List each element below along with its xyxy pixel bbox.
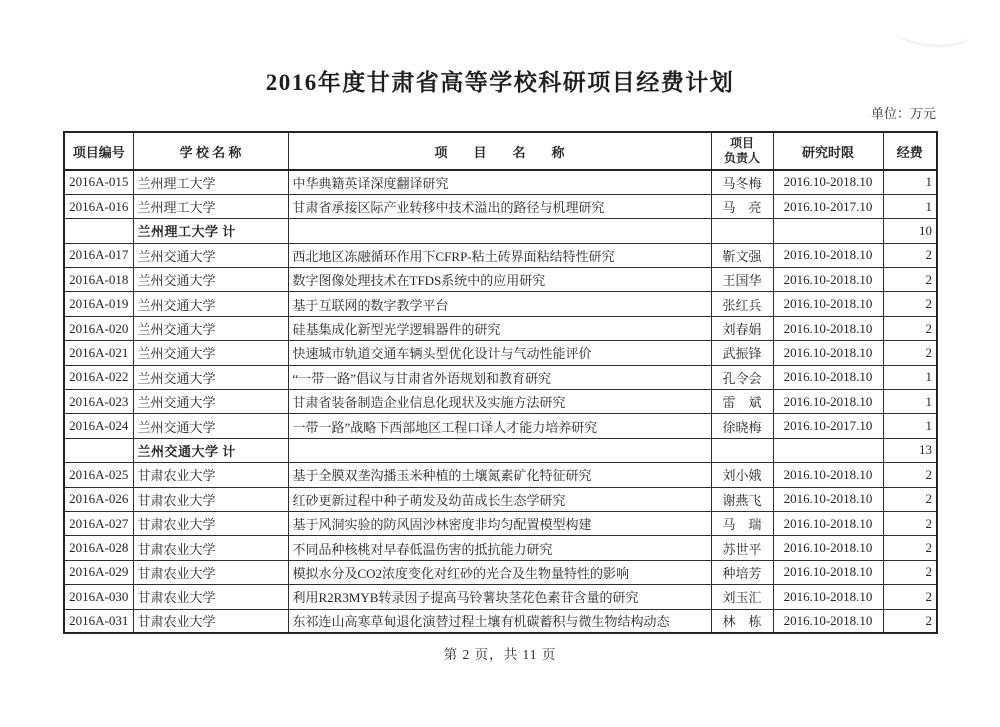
cell-period: 2016.10-2018.10 bbox=[773, 316, 883, 340]
cell-period: 2016.10-2018.10 bbox=[773, 170, 883, 194]
table-row bbox=[64, 511, 937, 535]
cell-fund: 2 bbox=[883, 243, 937, 267]
cell-fund: 2 bbox=[883, 511, 937, 535]
cell-period: 2016.10-2018.10 bbox=[773, 390, 883, 414]
cell-project: 模拟水分及CO2浓度变化对红砂的光合及生物量特性的影响 bbox=[288, 560, 711, 584]
header-leader bbox=[711, 132, 773, 170]
cell-project: 数字图像处理技术在TFDS系统中的应用研究 bbox=[288, 268, 711, 292]
cell-project: 基于互联网的数字教学平台 bbox=[288, 292, 711, 316]
cell-period: 2016.10-2017.10 bbox=[773, 414, 883, 438]
cell-fund: 1 bbox=[883, 170, 937, 194]
table-row bbox=[64, 243, 937, 267]
cell-period: 2016.10-2018.10 bbox=[773, 268, 883, 292]
cell-leader: 雷 斌 bbox=[711, 390, 773, 414]
cell-leader: 刘玉汇 bbox=[711, 585, 773, 609]
cell-project: 利用R2R3MYB转录因子提高马铃薯块茎花色素苷含量的研究 bbox=[288, 585, 711, 609]
cell-code bbox=[64, 438, 133, 462]
header-period: 研究时限 bbox=[773, 132, 883, 170]
table-row bbox=[64, 585, 937, 609]
cell-leader: 靳文强 bbox=[711, 243, 773, 267]
cell-period: 2016.10-2018.10 bbox=[773, 341, 883, 365]
cell-code: 2016A-027 bbox=[64, 511, 133, 535]
cell-school: 兰州交通大学 bbox=[133, 414, 288, 438]
cell-leader: 武振锋 bbox=[711, 341, 773, 365]
cell-code: 2016A-028 bbox=[64, 536, 133, 560]
cell-period bbox=[773, 438, 883, 462]
table-body bbox=[64, 170, 937, 633]
cell-leader: 徐晓梅 bbox=[711, 414, 773, 438]
funding-table bbox=[63, 131, 938, 634]
cell-school: 甘肃农业大学 bbox=[133, 536, 288, 560]
table-header bbox=[64, 132, 937, 170]
cell-project bbox=[288, 438, 711, 462]
cell-leader: 刘春娟 bbox=[711, 316, 773, 340]
cell-project: “一带一路”倡议与甘肃省外语规划和教育研究 bbox=[288, 365, 711, 389]
cell-project: 一带一路”战略下西部地区工程口译人才能力培养研究 bbox=[288, 414, 711, 438]
cell-code: 2016A-018 bbox=[64, 268, 133, 292]
cell-fund: 1 bbox=[883, 194, 937, 218]
table-row bbox=[64, 268, 937, 292]
header-leader-line2: 负责人 bbox=[723, 151, 760, 165]
cell-leader: 马 亮 bbox=[711, 194, 773, 218]
subtotal-row bbox=[64, 438, 937, 462]
cell-school: 兰州理工大学 bbox=[133, 170, 288, 194]
cell-school: 甘肃农业大学 bbox=[133, 463, 288, 487]
cell-school: 兰州理工大学 计 bbox=[133, 219, 288, 243]
cell-school: 甘肃农业大学 bbox=[133, 511, 288, 535]
cell-period: 2016.10-2018.10 bbox=[773, 511, 883, 535]
cell-fund: 13 bbox=[883, 438, 937, 462]
cell-school: 甘肃农业大学 bbox=[133, 560, 288, 584]
table-row bbox=[64, 560, 937, 584]
cell-fund: 2 bbox=[883, 609, 937, 633]
cell-fund: 2 bbox=[883, 487, 937, 511]
cell-school: 甘肃农业大学 bbox=[133, 585, 288, 609]
cell-project: 东祁连山高寒草甸退化演替过程土壤有机碳蓄积与微生物结构动态 bbox=[288, 609, 711, 633]
table-row bbox=[64, 365, 937, 389]
cell-code: 2016A-017 bbox=[64, 243, 133, 267]
table-row bbox=[64, 463, 937, 487]
cell-leader: 马 瑞 bbox=[711, 511, 773, 535]
cell-period: 2016.10-2018.10 bbox=[773, 463, 883, 487]
cell-code: 2016A-030 bbox=[64, 585, 133, 609]
table-row bbox=[64, 536, 937, 560]
cell-period: 2016.10-2018.10 bbox=[773, 536, 883, 560]
cell-leader: 张红兵 bbox=[711, 292, 773, 316]
cell-project: 基于全膜双垄沟播玉米种植的土壤氮素矿化特征研究 bbox=[288, 463, 711, 487]
cell-code: 2016A-023 bbox=[64, 390, 133, 414]
cell-project: 甘肃省装备制造企业信息化现状及实施方法研究 bbox=[288, 390, 711, 414]
cell-leader: 王国华 bbox=[711, 268, 773, 292]
cell-period: 2016.10-2018.10 bbox=[773, 560, 883, 584]
cell-code: 2016A-022 bbox=[64, 365, 133, 389]
cell-code: 2016A-031 bbox=[64, 609, 133, 633]
cell-leader: 刘小娥 bbox=[711, 463, 773, 487]
cell-project: 中华典籍英译深度翻译研究 bbox=[288, 170, 711, 194]
cell-period: 2016.10-2018.10 bbox=[773, 609, 883, 633]
cell-project: 不同品种核桃对早春低温伤害的抵抗能力研究 bbox=[288, 536, 711, 560]
cell-school: 甘肃农业大学 bbox=[133, 487, 288, 511]
header-code: 项目编号 bbox=[64, 132, 133, 170]
cell-period: 2016.10-2018.10 bbox=[773, 365, 883, 389]
table-row bbox=[64, 316, 937, 340]
cell-code: 2016A-029 bbox=[64, 560, 133, 584]
header-row bbox=[64, 132, 937, 170]
cell-code: 2016A-021 bbox=[64, 341, 133, 365]
page-number: 第 2 页，共 11 页 bbox=[443, 647, 557, 662]
cell-project: 基于风洞实验的防风固沙林密度非均匀配置模型构建 bbox=[288, 511, 711, 535]
cell-school: 兰州交通大学 bbox=[133, 243, 288, 267]
cell-period: 2016.10-2018.10 bbox=[773, 292, 883, 316]
cell-project bbox=[288, 219, 711, 243]
cell-school: 兰州交通大学 bbox=[133, 316, 288, 340]
cell-school: 兰州理工大学 bbox=[133, 194, 288, 218]
cell-fund: 1 bbox=[883, 365, 937, 389]
cell-fund: 2 bbox=[883, 585, 937, 609]
header-school: 学 校 名 称 bbox=[133, 132, 288, 170]
cell-leader bbox=[711, 219, 773, 243]
cell-school: 兰州交通大学 bbox=[133, 292, 288, 316]
cell-fund: 1 bbox=[883, 414, 937, 438]
cell-school: 甘肃农业大学 bbox=[133, 609, 288, 633]
cell-leader: 种培芳 bbox=[711, 560, 773, 584]
cell-code: 2016A-020 bbox=[64, 316, 133, 340]
cell-code: 2016A-026 bbox=[64, 487, 133, 511]
cell-fund: 1 bbox=[883, 390, 937, 414]
cell-school: 兰州交通大学 bbox=[133, 365, 288, 389]
unit-note: 单位：万元 bbox=[870, 106, 936, 121]
cell-leader: 苏世平 bbox=[711, 536, 773, 560]
subtotal-row bbox=[64, 219, 937, 243]
cell-school: 兰州交通大学 bbox=[133, 341, 288, 365]
cell-period: 2016.10-2018.10 bbox=[773, 487, 883, 511]
cell-project: 甘肃省承接区际产业转移中技术溢出的路径与机理研究 bbox=[288, 194, 711, 218]
cell-project: 红砂更新过程中种子萌发及幼苗成长生态学研究 bbox=[288, 487, 711, 511]
table-row bbox=[64, 487, 937, 511]
cell-project: 西北地区冻融循环作用下CFRP-粘土砖界面粘结特性研究 bbox=[288, 243, 711, 267]
header-leader-line1: 项目 bbox=[729, 136, 754, 150]
table-row bbox=[64, 609, 937, 633]
cell-period: 2016.10-2017.10 bbox=[773, 194, 883, 218]
cell-project: 快速城市轨道交通车辆头型优化设计与气动性能评价 bbox=[288, 341, 711, 365]
cell-leader: 孔令会 bbox=[711, 365, 773, 389]
cell-code: 2016A-016 bbox=[64, 194, 133, 218]
cell-code: 2016A-024 bbox=[64, 414, 133, 438]
header-project: 项 目 名 称 bbox=[288, 132, 711, 170]
cell-school: 兰州交通大学 bbox=[133, 268, 288, 292]
cell-leader bbox=[711, 438, 773, 462]
cell-fund: 2 bbox=[883, 463, 937, 487]
cell-project: 硅基集成化新型光学逻辑器件的研究 bbox=[288, 316, 711, 340]
cell-period: 2016.10-2018.10 bbox=[773, 243, 883, 267]
cell-school: 兰州交通大学 计 bbox=[133, 438, 288, 462]
cell-fund: 2 bbox=[883, 341, 937, 365]
table-row bbox=[64, 292, 937, 316]
cell-fund: 2 bbox=[883, 268, 937, 292]
scan-artifact bbox=[894, 15, 971, 49]
cell-fund: 2 bbox=[883, 316, 937, 340]
table-row bbox=[64, 194, 937, 218]
cell-fund: 2 bbox=[883, 536, 937, 560]
cell-code: 2016A-019 bbox=[64, 292, 133, 316]
table-row bbox=[64, 170, 937, 194]
cell-leader: 谢燕飞 bbox=[711, 487, 773, 511]
table-row bbox=[64, 414, 937, 438]
table-row bbox=[64, 390, 937, 414]
cell-code: 2016A-015 bbox=[64, 170, 133, 194]
cell-fund: 2 bbox=[883, 560, 937, 584]
page-title: 2016年度甘肃省高等学校科研项目经费计划 bbox=[265, 70, 735, 95]
table-row bbox=[64, 341, 937, 365]
cell-period: 2016.10-2018.10 bbox=[773, 585, 883, 609]
header-fund: 经费 bbox=[883, 132, 937, 170]
cell-code bbox=[64, 219, 133, 243]
cell-fund: 10 bbox=[883, 219, 937, 243]
cell-leader: 林 栋 bbox=[711, 609, 773, 633]
cell-school: 兰州交通大学 bbox=[133, 390, 288, 414]
cell-code: 2016A-025 bbox=[64, 463, 133, 487]
cell-fund: 2 bbox=[883, 292, 937, 316]
cell-leader: 马冬梅 bbox=[711, 170, 773, 194]
cell-period bbox=[773, 219, 883, 243]
